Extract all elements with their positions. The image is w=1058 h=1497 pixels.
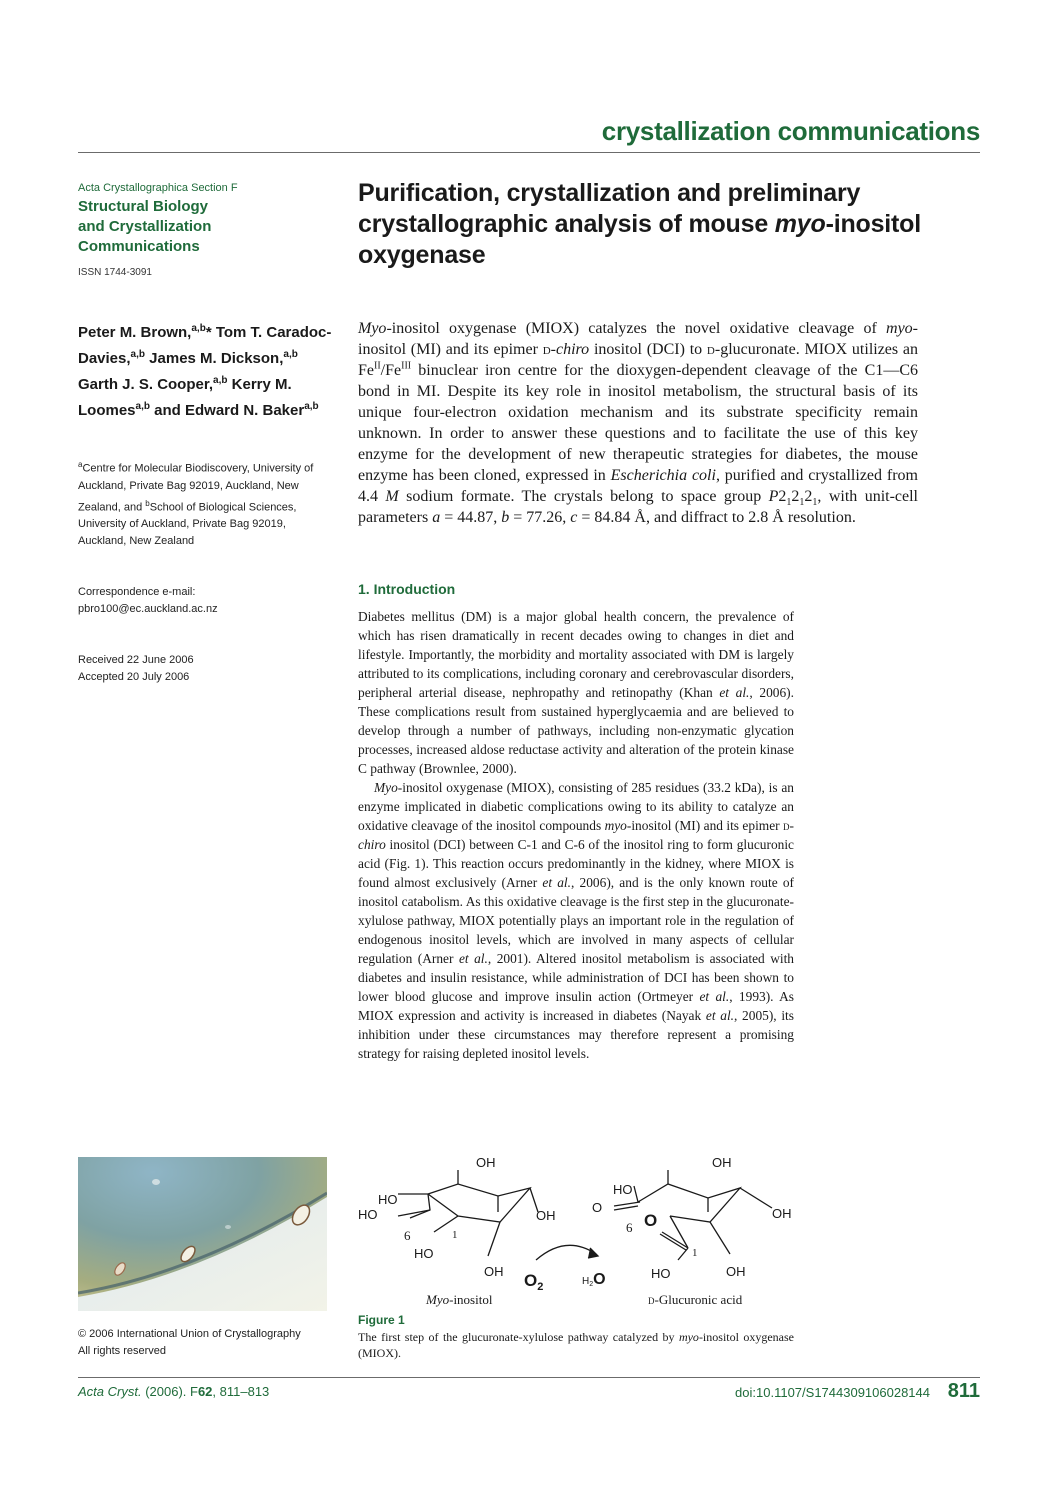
caption-text-italic: myo	[678, 1330, 699, 1344]
author-name: James M. Dickson,	[145, 350, 284, 367]
label-ho-bottom-right: HO	[651, 1266, 671, 1281]
h2o-o: O	[593, 1271, 606, 1288]
author-name: Peter M. Brown,	[78, 324, 192, 341]
correspondence	[78, 584, 328, 618]
h2o-sub: 2	[589, 1281, 594, 1288]
crystal-photo-image	[78, 1157, 327, 1311]
o2-o: O	[524, 1271, 538, 1290]
reaction-arrow	[536, 1245, 598, 1260]
section-header: crystallization communications	[601, 116, 980, 146]
label-o-carbonyl: O	[644, 1211, 658, 1230]
abstract-text: , purified and crystallized from 4.4	[358, 467, 918, 505]
intro-text: Myo	[374, 780, 398, 795]
author-name: Garth J. S. Cooper,	[78, 376, 214, 393]
h2o-label	[582, 1271, 606, 1288]
copyright	[78, 1326, 338, 1360]
intro-text: , 2001). Altered inositol metabolism is associated with diabetes and insulin resistance, while administration of DCI has been shown to lower blood glucose and improve insulin action (Ortmeyer	[358, 951, 794, 1004]
author-name: Tom T. Caradoc-Davies,	[78, 324, 332, 367]
abstract-text: binuclear iron centre for the dioxygen-dependent cleavage of the C1—C6 bond in MI. Despite its key role in inositol metabolism, the structural basis of its unique four-electron oxidation mechanism and its substrate specificity remain unknown. In order to answer these questions and to facilitate the use of this key enzyme for the development of new therapeutic strategies for diabetes, the mouse enzyme has been cloned, expressed in	[358, 362, 918, 484]
myo-inositol-structure	[398, 1170, 538, 1256]
label-oh-top-right: OH	[712, 1155, 732, 1170]
intro-body	[358, 607, 794, 1063]
citation-etal: et al.	[542, 875, 571, 890]
author-name: Kerry M. Loomes	[78, 376, 292, 419]
footer-year: (2006).	[141, 1384, 190, 1399]
journal-name	[78, 197, 328, 257]
received-date: Received 22 June 2006	[78, 654, 194, 666]
footer-doi[interactable]: doi:10.1107/S1744309106028144	[735, 1385, 930, 1400]
journal-name-line2: and Crystallization	[78, 218, 212, 235]
page-number: 811	[947, 1380, 980, 1402]
caption-text: -inositol oxygenase (MIOX).	[358, 1330, 794, 1360]
o2-label	[524, 1271, 543, 1293]
affiliation-mark: b	[145, 498, 150, 508]
abstract-text: , with unit-cell parameters	[358, 488, 919, 526]
abstract-text: = 84.84 Å, and diffract to 2.8 Å resolution.	[577, 509, 856, 526]
footer-pages: , 811–813	[212, 1384, 270, 1399]
citation-etal: et al.	[705, 1008, 735, 1023]
figure-label: Figure 1	[358, 1313, 405, 1327]
author-list	[78, 318, 333, 422]
author-name: Edward N. Baker	[184, 402, 305, 419]
correspondence-label: Correspondence e-mail:	[78, 586, 196, 598]
journal-name-line1: Structural Biology	[78, 198, 209, 215]
title-text-italic: myo	[774, 210, 826, 238]
affiliation-mark: a,b	[283, 349, 298, 360]
space-group: 1	[812, 497, 818, 509]
title-text: -inositol oxygenase	[358, 210, 921, 269]
abstract-text: = 44.87,	[440, 509, 502, 526]
abstract-text: -inositol (MI) and its epimer	[358, 320, 918, 358]
space-group: 2	[804, 488, 813, 505]
affiliation-mark: a	[78, 460, 83, 469]
correspondence-email[interactable]: pbro100@ec.auckland.ac.nz	[78, 603, 218, 615]
label-oh-right-right: OH	[772, 1206, 792, 1221]
space-group: 1	[786, 497, 792, 509]
intro-heading: 1. Introduction	[358, 581, 456, 597]
space-group: P	[768, 488, 779, 505]
myo-inositol-label-text: -inositol	[449, 1292, 493, 1307]
affiliation-mark: a,b	[304, 401, 319, 412]
journal-section: Acta Crystallographica Section F	[78, 182, 238, 194]
label-o-aldehyde: O	[592, 1200, 603, 1215]
label-oh-bottom-right: OH	[726, 1264, 746, 1279]
space-group: 2	[791, 488, 800, 505]
intro-text: , 2006), and is the only known route of inositol catabolism. As this oxidative cleavage is the first step in the glucuronate-xylulose pathway, MIOX potentially plays an important role in the regulation of endogenous inositol levels, which are involved in many aspects of cellular regulation (Arner	[358, 875, 794, 966]
journal-info	[78, 182, 328, 278]
abstract-text: inositol (DCI) to	[589, 341, 707, 358]
figure-caption	[358, 1329, 794, 1361]
h2o-h: H	[582, 1276, 590, 1287]
abstract-text: = 77.26,	[509, 509, 571, 526]
citation-etal: et al.	[719, 685, 750, 700]
corresponding-mark: *	[205, 324, 216, 341]
unit-cell-param: b	[501, 509, 510, 526]
abstract	[358, 318, 918, 528]
abstract-text: Myo	[358, 320, 387, 337]
unit-cell-param: a	[432, 509, 441, 526]
affiliation-b: School of Biological Sciences, University of Auckland, Private Bag 92019, Auckland, New Zealand	[78, 501, 297, 548]
title-text: Purification, crystallization and preliminary crystallographic analysis of mouse	[358, 179, 861, 238]
intro-paragraph	[358, 778, 794, 1063]
glucuronic-acid-label-sc: d	[648, 1292, 655, 1307]
reaction-scheme	[358, 1152, 798, 1312]
abstract-text: M	[385, 488, 399, 505]
accepted-date: Accepted 20 July 2006	[78, 671, 190, 683]
crystal-photo	[78, 1157, 327, 1311]
abstract-text: d	[706, 341, 715, 358]
abstract-text: III	[401, 360, 412, 372]
intro-text: , 2005), its inhibition under these circumstances may therefore represent a promising strategy for raising depleted inositol levels.	[358, 1008, 794, 1061]
citation-etal: et al.	[458, 951, 488, 966]
figure-1	[358, 1152, 798, 1312]
footer-rule	[78, 1377, 980, 1378]
intro-text: Diabetes mellitus (DM) is a major global health concern, the prevalence of which has risen dramatically in recent decades owing to changes in diet and lifestyle. Importantly, the morbidity and mortality associated with DM is largely attributed to its complications, including coronary and cerebrovascular disorders, peripheral arterial disease, nephropathy and retinopathy (Khan	[358, 609, 794, 700]
footer-citation	[78, 1384, 269, 1399]
intro-text: -inositol (MI) and its epimer	[626, 818, 784, 833]
label-oh-right: OH	[536, 1208, 556, 1223]
label-ho-bottom: HO	[414, 1246, 434, 1261]
abstract-text: II	[374, 360, 381, 372]
intro-text: -chiro	[358, 818, 794, 852]
abstract-text: -inositol oxygenase (MIOX) catalyzes the novel oxidative cleavage of	[386, 320, 887, 337]
abstract-text: myo	[886, 320, 913, 337]
intro-text: myo	[604, 818, 627, 833]
label-carbon-6-right: 6	[626, 1220, 633, 1235]
space-group: 2	[778, 488, 787, 505]
header-rule	[78, 152, 980, 153]
o2-sub: 2	[537, 1281, 544, 1293]
abstract-text: sodium formate. The crystals belong to space group	[398, 488, 769, 505]
footer-volume: 62	[197, 1384, 213, 1399]
affiliation-mark: a,b	[191, 323, 206, 334]
intro-text: d	[783, 818, 790, 833]
label-ho-2: HO	[358, 1207, 378, 1222]
footer-volume-prefix: F	[190, 1384, 198, 1399]
intro-text: inositol (DCI) between C-1 and C-6 of the inositol ring to form glucuronic acid (Fig. 1). This reaction occurs predominantly in the kidney, where MIOX is found almost exclusively (Arner	[358, 837, 794, 890]
intro-text: -inositol oxygenase (MIOX), consisting of 285 residues (33.2 kDa), is an enzyme implicated in diabetic complications owing to its ability to catalyze an oxidative cleavage of the inositol compounds	[358, 780, 794, 833]
intro-paragraph	[358, 607, 794, 778]
affiliation-mark: a,b	[135, 401, 150, 412]
abstract-text: -chiro	[550, 341, 590, 358]
intro-text: , 2006). These complications result from sustained hyperglycaemia and are believed to develop through a number of pathways, including non-enzymatic glycation processes, increased aldose reductase activity and alteration of the protein kinase C pathway (Brownlee, 2000).	[358, 685, 794, 776]
label-carbon-1-right: 1	[692, 1247, 698, 1259]
issn: ISSN 1744-3091	[78, 267, 152, 278]
myo-inositol-label	[425, 1292, 493, 1307]
label-ho-right: HO	[613, 1182, 633, 1197]
citation-etal: et al.	[699, 989, 730, 1004]
copyright-line2: All rights reserved	[78, 1345, 167, 1357]
affiliations	[78, 456, 333, 550]
affiliation-mark: a,b	[213, 375, 228, 386]
label-oh-top: OH	[476, 1155, 496, 1170]
label-oh-bottom: OH	[484, 1264, 504, 1279]
label-ho-1: HO	[378, 1192, 398, 1207]
affiliation-mark: a,b	[130, 349, 145, 360]
abstract-text: -glucuronate. MIOX utilizes an Fe	[358, 341, 919, 379]
copyright-line1: © 2006 International Union of Crystallography	[78, 1328, 301, 1340]
abstract-text: /Fe	[380, 362, 402, 379]
author-conjunction: and	[149, 402, 185, 419]
journal-name-line3: Communications	[78, 238, 200, 255]
glucuronic-acid-label-text: -Glucuronic acid	[654, 1292, 743, 1307]
label-carbon-1: 1	[452, 1229, 458, 1241]
intro-text: , 1993). As MIOX expression and activity is increased in diabetes (Nayak	[358, 989, 794, 1023]
myo-inositol-label-italic: Myo	[426, 1292, 450, 1307]
dates	[78, 652, 328, 686]
glucuronic-acid-label	[648, 1292, 743, 1307]
abstract-text: d	[542, 341, 551, 358]
affiliation-a: Centre for Molecular Biodiscovery, University of Auckland, Private Bag 92019, Auckland, New Zealand, and	[78, 462, 314, 514]
abstract-text: Escherichia coli	[610, 467, 716, 484]
caption-text: The first step of the glucuronate-xylulose pathway catalyzed by	[358, 1330, 679, 1344]
footer-journal: Acta Cryst.	[78, 1384, 142, 1399]
article-title	[358, 178, 958, 271]
label-carbon-6: 6	[404, 1228, 411, 1243]
unit-cell-param: c	[570, 509, 578, 526]
space-group: 1	[799, 497, 805, 509]
